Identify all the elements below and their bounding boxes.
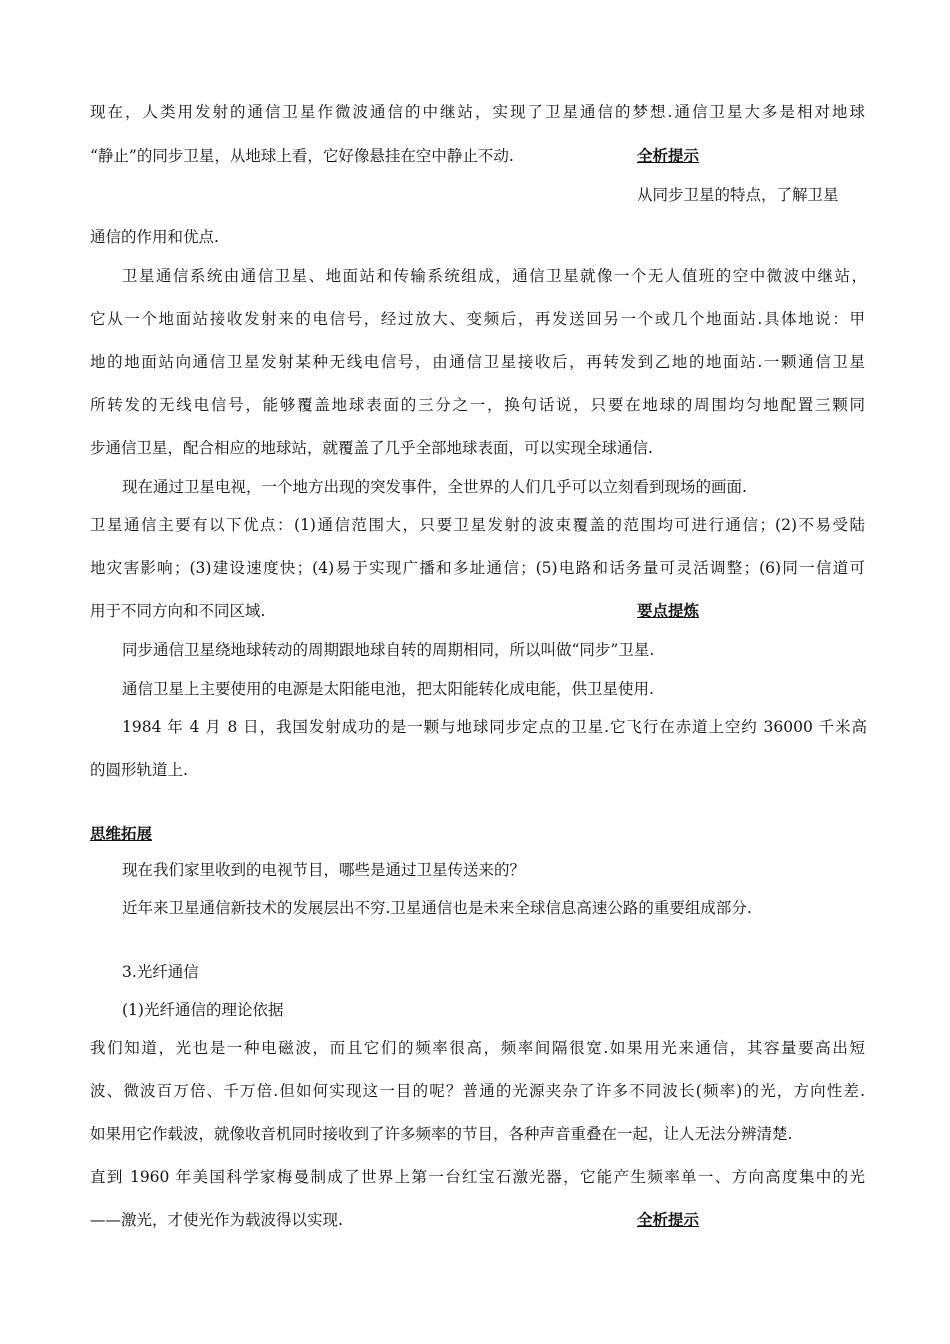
paragraph-line: 步通信卫星，配合相应的地球站，就覆盖了几乎全部地球表面，可以实现全球通信. — [90, 439, 653, 457]
paragraph-line: 现在通过卫星电视，一个地方出现的突发事件，全世界的人们几乎可以立刻看到现场的画面. — [122, 478, 747, 496]
paragraph-line: 波、微波百万倍、千万倍.但如何实现这一目的呢？普通的光源夹杂了许多不同波长(频率)的光，方向性差. — [90, 1082, 865, 1100]
section-heading-thinking: 思维拓展 — [90, 825, 153, 843]
paragraph-line: 卫星通信系统由通信卫星、地面站和传输系统组成，通信卫星就像一个无人值班的空中微波中继站， — [122, 267, 867, 285]
paragraph-line: 用于不同方向和不同区域. — [90, 602, 266, 620]
paragraph-line: “静止”的同步卫星，从地球上看，它好像悬挂在空中静止不动. — [90, 147, 514, 165]
paragraph-line: 近年来卫星通信新技术的发展层出不穷.卫星通信也是未来全球信息高速公路的重要组成部分. — [122, 899, 752, 917]
paragraph-line: 现在，人类用发射的通信卫星作微波通信的中继站，实现了卫星通信的梦想.通信卫星大多是相对地球 — [90, 103, 865, 121]
paragraph-line: 通信卫星上主要使用的电源是太阳能电池，把太阳能转化成电能，供卫星使用. — [122, 680, 654, 698]
sub-title: (1)光纤通信的理论依据 — [122, 1001, 284, 1019]
paragraph-line: ——激光，才使光作为载波得以实现. — [90, 1211, 343, 1229]
paragraph-line: 它从一个地面站接收发射来的电信号，经过放大、变频后，再发送回另一个或几个地面站.具体地说：甲 — [90, 310, 865, 328]
side-heading-analysis: 全析提示 — [637, 1211, 700, 1229]
paragraph-line: 卫星通信主要有以下优点：(1)通信范围大，只要卫星发射的波束覆盖的范围均可进行通信；(2)不易受陆 — [90, 516, 865, 534]
paragraph-line: 地灾害影响；(3)建设速度快；(4)易于实现广播和多址通信；(5)电路和话务量可灵活调整；(6)同一信道可 — [90, 559, 865, 577]
paragraph-line: 的圆形轨道上. — [90, 761, 188, 779]
paragraph-line: 地的地面站向通信卫星发射某种无线电信号，由通信卫星接收后，再转发到乙地的地面站.一颗通信卫星 — [90, 353, 865, 371]
paragraph-line: 我们知道，光也是一种电磁波，而且它们的频率很高，频率间隔很宽.如果用光来通信，其容量要高出短 — [90, 1039, 865, 1057]
paragraph-line: 1984 年 4 月 8 日，我国发射成功的是一颗与地球同步定点的卫星.它飞行在赤道上空约 36000 千米高 — [122, 718, 867, 736]
paragraph-line: 通信的作用和优点. — [90, 228, 219, 246]
paragraph-line: 所转发的无线电信号，能够覆盖地球表面的三分之一，换句话说，只要在地球的周围均匀地配置三颗同 — [90, 396, 865, 414]
side-heading-key-points: 要点提炼 — [637, 602, 700, 620]
side-note-line: 从同步卫星的特点，了解卫星 — [637, 186, 839, 204]
section-title: 3.光纤通信 — [122, 963, 199, 981]
paragraph-line: 直到 1960 年美国科学家梅曼制成了世界上第一台红宝石激光器，它能产生频率单一、方向高度集中的光 — [90, 1168, 865, 1186]
paragraph-line: 如果用它作载波，就像收音机同时接收到了许多频率的节目，各种声音重叠在一起，让人无法分辨清楚. — [90, 1125, 793, 1143]
paragraph-line: 同步通信卫星绕地球转动的周期跟地球自转的周期相同，所以叫做“同步”卫星. — [122, 641, 655, 659]
paragraph-line: 现在我们家里收到的电视节目，哪些是通过卫星传送来的？ — [122, 861, 526, 879]
side-heading-analysis: 全析提示 — [637, 147, 700, 165]
